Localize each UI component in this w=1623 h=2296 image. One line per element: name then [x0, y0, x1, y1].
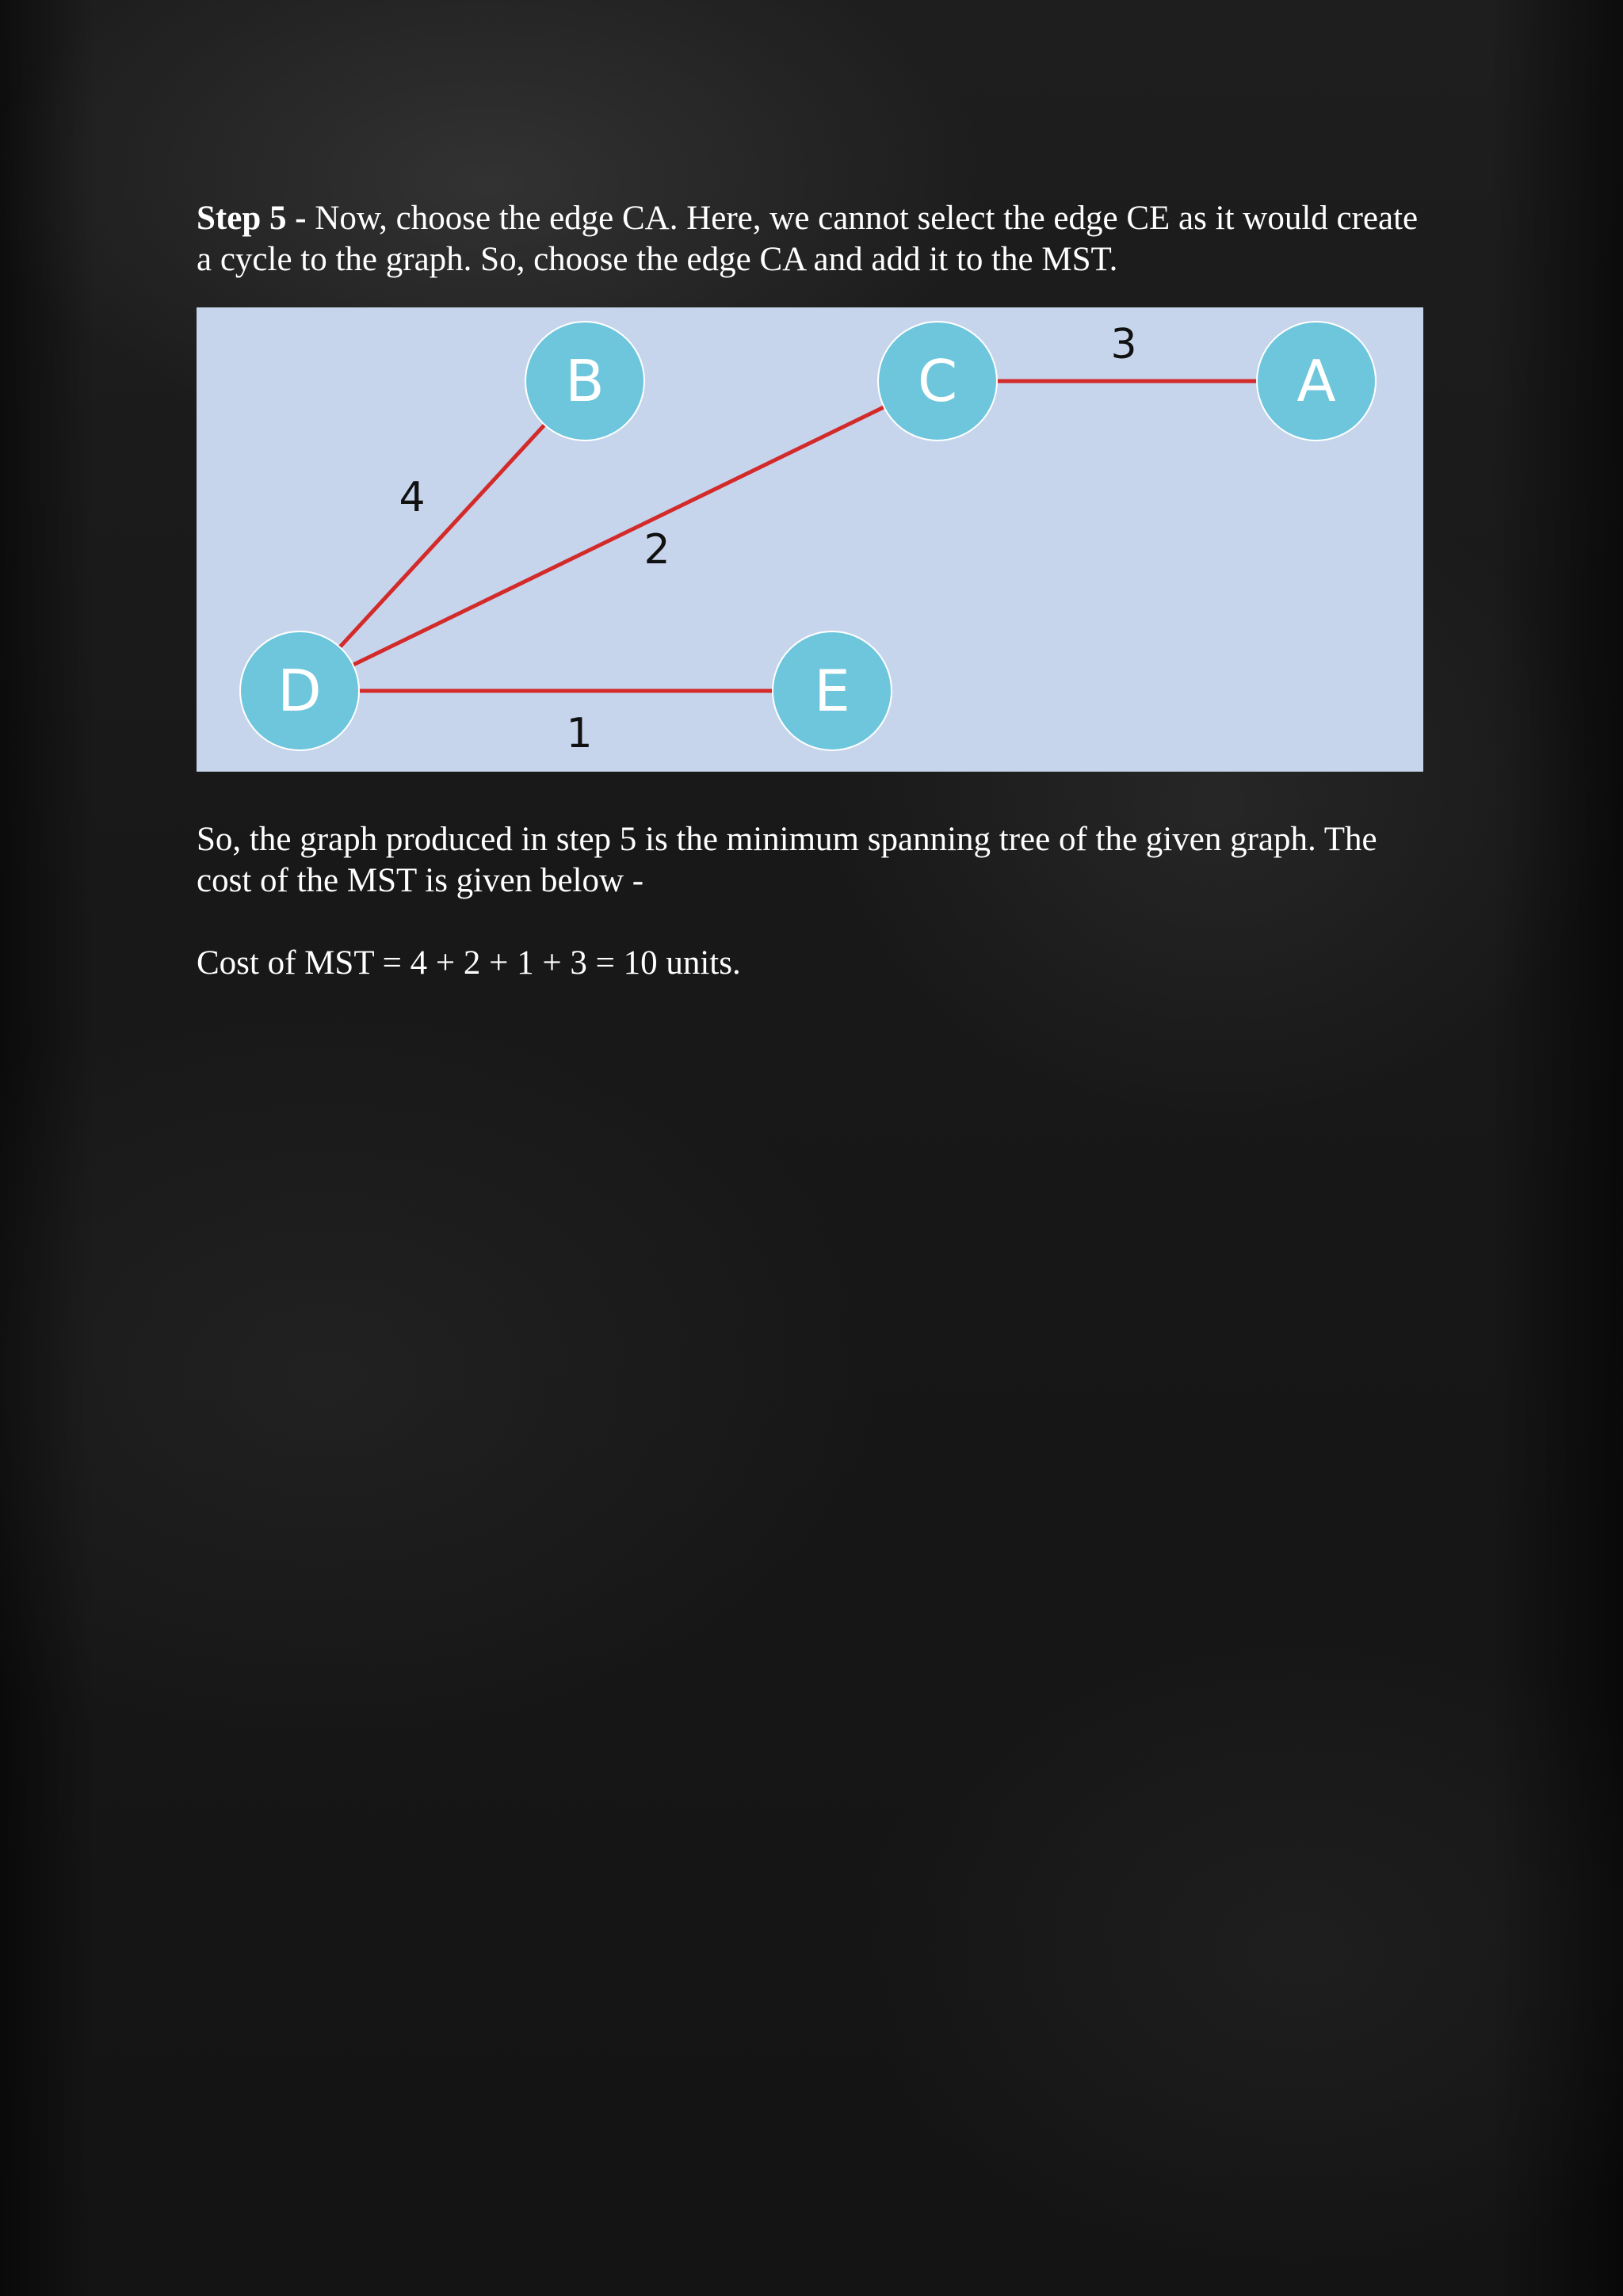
conclusion-paragraph: So, the graph produced in step 5 is the minimum spanning tree of the given graph. The cost of the MST is given below -: [197, 821, 1377, 899]
node-a-label: A: [1296, 348, 1336, 414]
node-b-label: B: [565, 348, 605, 414]
mst-graph-figure: [197, 307, 1423, 772]
weight-c-a: 3: [1110, 321, 1137, 368]
edge-d-b: [300, 381, 585, 691]
mst-graph: [197, 307, 1423, 772]
node-d: [240, 631, 359, 750]
node-e-label: E: [814, 658, 850, 724]
step-text: Now, choose the edge CA. Here, we cannot select the edge CE as it would create a cycle to the graph. So, choose the edge CA and add it to the MST.: [197, 200, 1419, 278]
node-d-label: D: [277, 658, 322, 724]
node-b: [525, 322, 644, 441]
step-paragraph: [197, 198, 1433, 280]
step-label: Step 5 -: [197, 200, 307, 237]
weight-d-e: 1: [566, 710, 593, 757]
node-a: [1257, 322, 1376, 441]
weight-d-c: 2: [643, 526, 670, 574]
weight-d-b: 4: [399, 474, 426, 521]
node-e: [773, 631, 892, 750]
node-c: [878, 322, 997, 441]
content: [197, 198, 1433, 984]
cost-paragraph: Cost of MST = 4 + 2 + 1 + 3 = 10 units.: [197, 944, 741, 982]
nodes: [240, 322, 1376, 750]
node-c-label: C: [917, 348, 958, 414]
